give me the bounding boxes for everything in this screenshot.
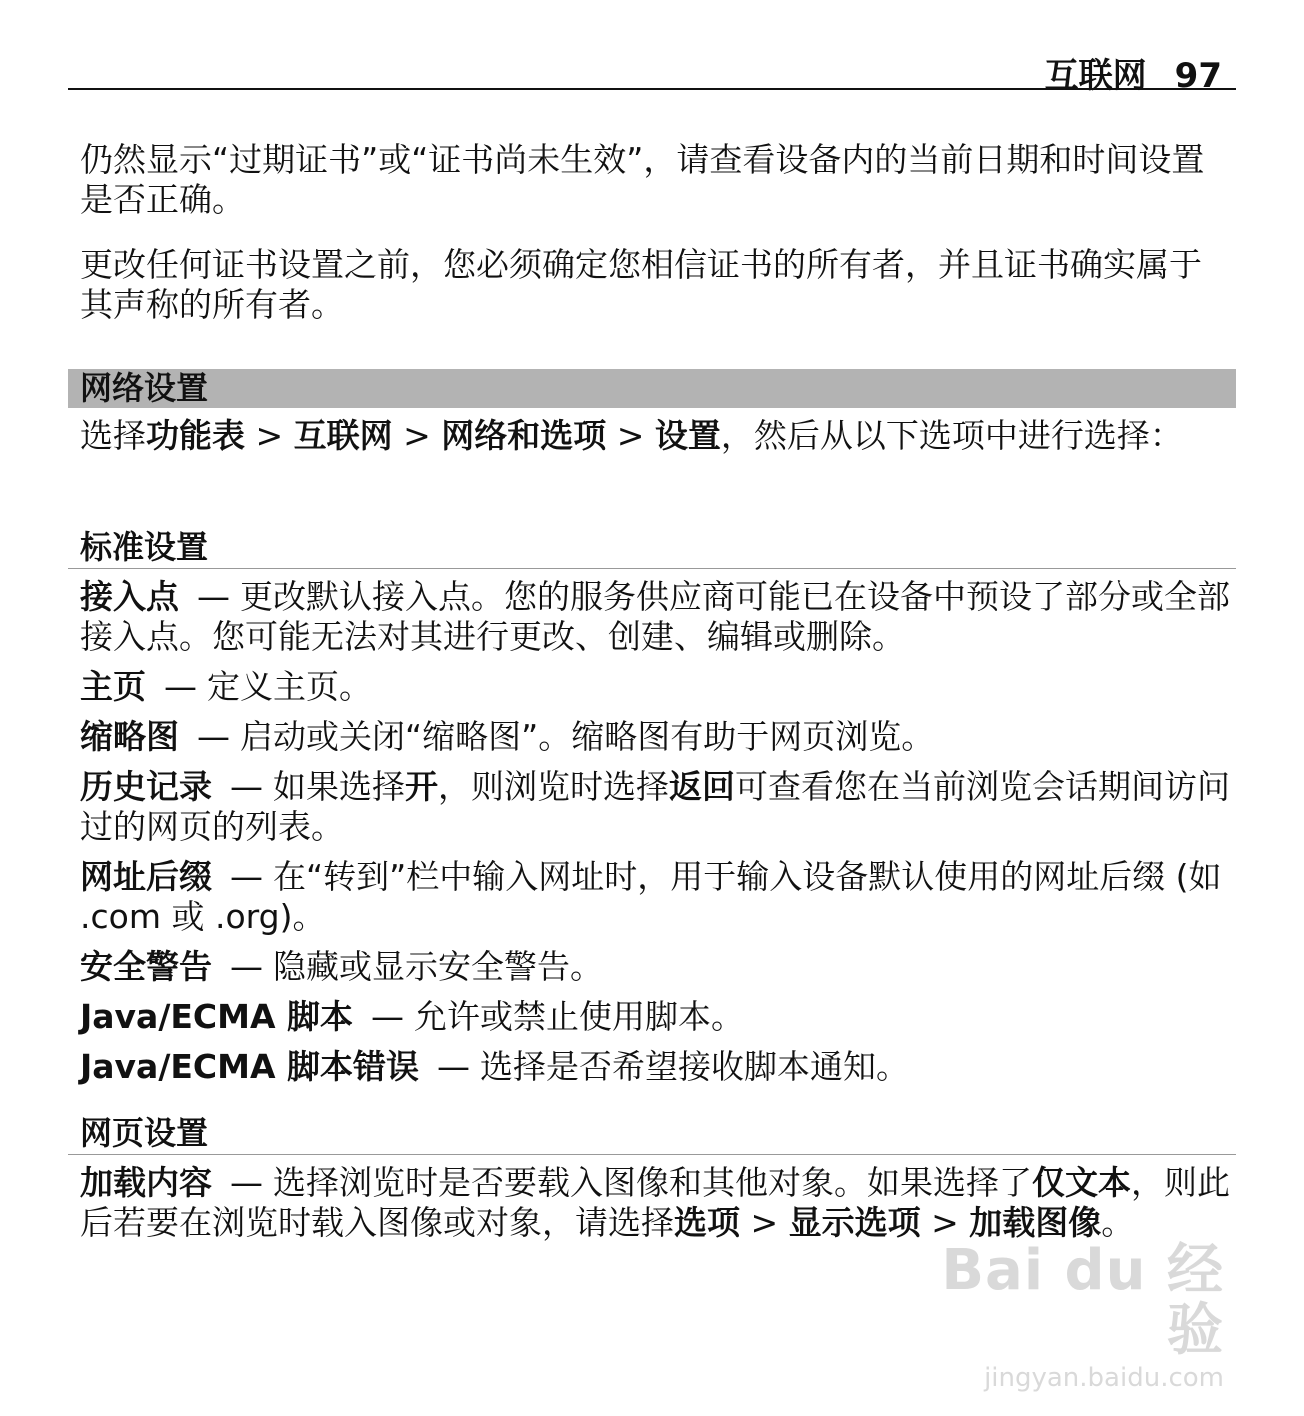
subheading-page-settings <box>68 1114 1236 1155</box>
item-dash: — <box>230 767 263 806</box>
item-dash: — <box>437 1047 471 1086</box>
item-term: Java/ECMA 脚本 <box>80 997 354 1036</box>
intro-paragraph-2: 更改任何证书设置之前，您必须确定您相信证书的所有者，并且证书确实属于其声称的所有者。 <box>80 245 1202 324</box>
page-header <box>68 44 1236 96</box>
network-path-instruction <box>80 416 1230 456</box>
item-option-text-only: 仅文本 <box>1032 1163 1131 1202</box>
list-item-thumbnail <box>80 717 1230 757</box>
item-description: 在“转到”栏中输入网址时，用于输入设备默认使用的网址后缀 (如 .com 或 .org)。 <box>80 857 1222 936</box>
path-separator: > <box>245 416 294 455</box>
item-dash: — <box>230 947 263 986</box>
item-dash: — <box>230 1163 263 1202</box>
item-term: 网址后缀 <box>80 857 212 896</box>
list-item-access-point <box>80 577 1230 657</box>
item-description: 定义主页。 <box>207 667 372 706</box>
path-separator: > <box>606 416 655 455</box>
section-title: 网络设置 <box>80 369 209 407</box>
subheading-title: 网页设置 <box>80 1114 209 1152</box>
item-path-display-options: 显示选项 <box>788 1203 921 1242</box>
item-dash: — <box>164 667 197 706</box>
item-description-part: 选择浏览时是否要载入图像和其他对象。如果选择了 <box>273 1163 1032 1202</box>
list-item-homepage <box>80 667 1230 707</box>
item-path-load-images: 加载图像 <box>969 1203 1102 1242</box>
path-internet: 互联网 <box>293 416 393 455</box>
watermark-url: jingyan.baidu.com <box>984 1363 1224 1393</box>
standard-settings-list <box>80 577 1230 1097</box>
item-dash: — <box>230 857 263 896</box>
item-description-part: ，则浏览时选择 <box>438 767 669 806</box>
item-term: 接入点 <box>80 577 179 616</box>
header-section-title: 互联网 <box>1044 56 1147 96</box>
item-term: Java/ECMA 脚本错误 <box>80 1047 420 1086</box>
baidu-jingyan-watermark <box>924 1238 1224 1393</box>
item-description: 允许或禁止使用脚本。 <box>414 997 745 1036</box>
instruction-paragraph <box>80 416 1230 456</box>
watermark-logo: Bai du 经验 <box>941 1238 1224 1363</box>
list-item-security-warnings <box>80 947 1230 987</box>
item-path-options: 选项 <box>674 1203 740 1242</box>
item-description: 隐藏或显示安全警告。 <box>273 947 603 986</box>
item-description: 启动或关闭“缩略图”。缩略图有助于网页浏览。 <box>240 717 935 756</box>
item-term: 历史记录 <box>80 767 212 806</box>
intro-paragraph-1: 仍然显示“过期证书”或“证书尚未生效”，请查看设备内的当前日期和时间设置是否正确。 <box>80 140 1205 219</box>
path-menu: 功能表 <box>146 416 245 455</box>
item-description-part: ，则此后若要在浏览时载入图像或对象，请选择 <box>80 1163 1230 1242</box>
item-term: 加载内容 <box>80 1163 212 1202</box>
item-description-part: 。 <box>1101 1203 1135 1242</box>
item-description-part: 如果选择 <box>273 767 405 806</box>
item-term: 缩略图 <box>80 717 179 756</box>
section-heading-network-settings <box>68 369 1236 408</box>
list-item-java-ecma-script-errors <box>80 1047 1230 1087</box>
path-prefix: 选择 <box>80 416 146 455</box>
item-term: 安全警告 <box>80 947 212 986</box>
intro-block <box>80 140 1230 350</box>
path-separator: > <box>740 1203 789 1242</box>
item-dash: — <box>371 997 405 1036</box>
item-description: 更改默认接入点。您的服务供应商可能已在设备中预设了部分或全部接入点。您可能无法对其进行更改、创建、编辑或删除。 <box>80 577 1230 656</box>
item-dash: — <box>197 717 230 756</box>
item-description-part: 可查看您在当前浏览会话期间访问过的网页的列表。 <box>80 767 1230 846</box>
path-suffix: ，然后从以下选项中进行选择： <box>720 416 1183 455</box>
list-item-java-ecma-script <box>80 997 1230 1037</box>
item-description: 选择是否希望接收脚本通知。 <box>480 1047 910 1086</box>
running-header <box>1045 48 1222 97</box>
path-network-options: 网络和选项 <box>441 416 607 455</box>
subheading-title: 标准设置 <box>80 528 209 566</box>
path-settings: 设置 <box>654 416 721 455</box>
page-number: 97 <box>1174 56 1222 96</box>
list-item-history <box>80 767 1230 847</box>
list-item-load-content <box>80 1163 1230 1243</box>
item-term: 主页 <box>80 667 146 706</box>
path-separator: > <box>392 416 442 455</box>
item-dash: — <box>197 577 230 616</box>
list-item-url-suffix <box>80 857 1230 937</box>
path-separator: > <box>920 1203 970 1242</box>
subheading-standard-settings <box>68 528 1236 569</box>
item-option-back: 返回 <box>669 767 735 806</box>
item-option-on: 开 <box>405 767 438 806</box>
